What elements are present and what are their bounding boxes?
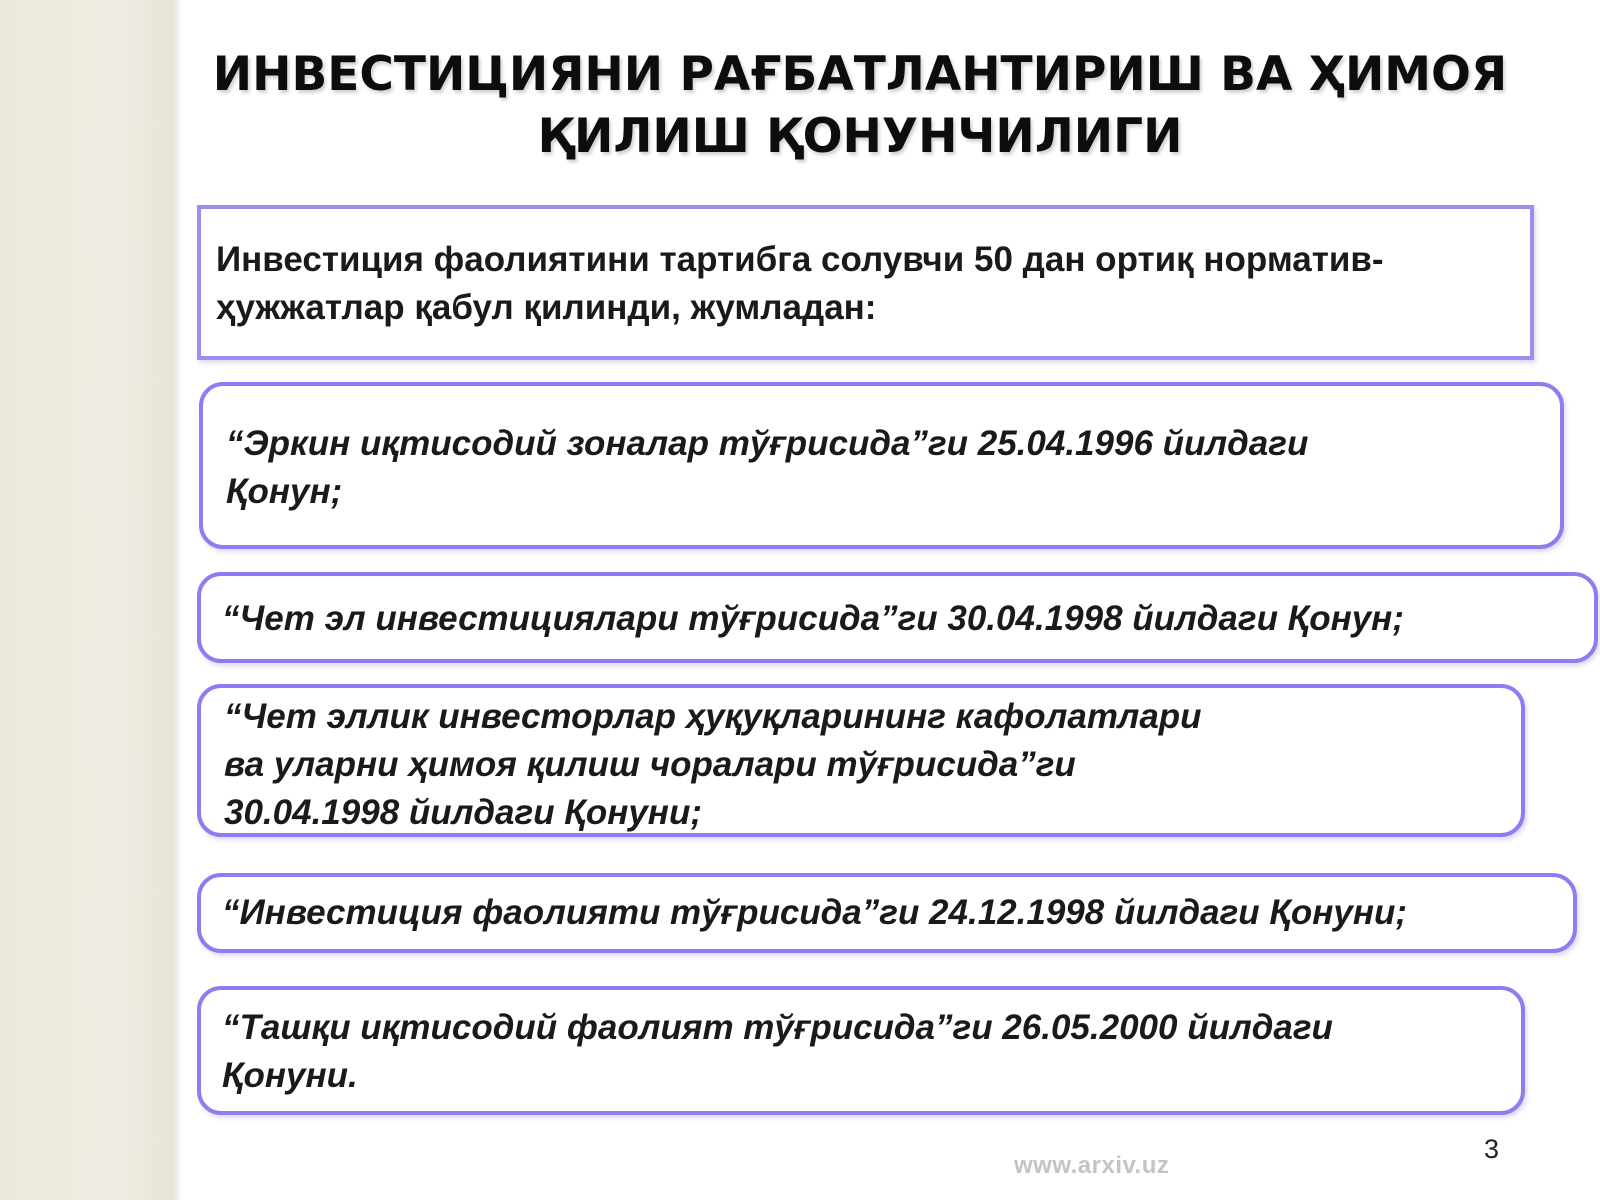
side-panel-shadow — [174, 0, 182, 1200]
law-text-line: Қонуни. — [222, 1056, 358, 1095]
law-text-line: “Эркин иқтисодий зоналар тўғрисида”ги 25.04.1996 йилдаги — [226, 424, 1309, 463]
slide-title — [190, 44, 1530, 168]
law-text-foreign-investments — [222, 595, 1404, 643]
law-text-line: “Чет эл инвестициялари тўғрисида”ги 30.04.1998 йилдаги Қонун; — [222, 599, 1404, 638]
law-text-foreign-economic-activity — [222, 1004, 1333, 1100]
intro-text-line: ҳужжатлар қабул қилинди, жумладан: — [216, 288, 877, 327]
law-text-line: “Ташқи иқтисодий фаолият тўғрисида”ги 26.05.2000 йилдаги — [222, 1008, 1333, 1047]
watermark: www.arxiv.uz — [1014, 1152, 1170, 1179]
law-text-line: 30.04.1998 йилдаги Қонуни; — [224, 793, 702, 832]
law-text-foreign-investor-guarantees — [224, 693, 1202, 837]
page-number: 3 — [1484, 1134, 1500, 1164]
law-text-line: Қонун; — [226, 472, 343, 511]
law-text-line: “Чет эллик инвесторлар ҳуқуқларининг кафолатлари — [224, 697, 1202, 736]
intro-text — [216, 236, 1596, 332]
slide-title-line: ИНВЕСТИЦИЯНИ РАҒБАТЛАНТИРИШ ВА ҲИМОЯ — [212, 47, 1508, 102]
law-text-line: ва уларни ҳимоя қилиш чоралари тўғрисида”ги — [224, 745, 1076, 784]
law-text-investment-activity — [222, 889, 1407, 937]
slide-title-line: ҚИЛИШ ҚОНУНЧИЛИГИ — [537, 109, 1183, 164]
law-text-free-economic-zones — [226, 420, 1308, 516]
law-text-line: “Инвестиция фаолияти тўғрисида”ги 24.12.1998 йилдаги Қонуни; — [222, 893, 1408, 932]
side-panel — [0, 0, 174, 1200]
intro-text-line: Инвестиция фаолиятини тартибга солувчи 50 дан ортиқ норматив- — [216, 240, 1384, 279]
